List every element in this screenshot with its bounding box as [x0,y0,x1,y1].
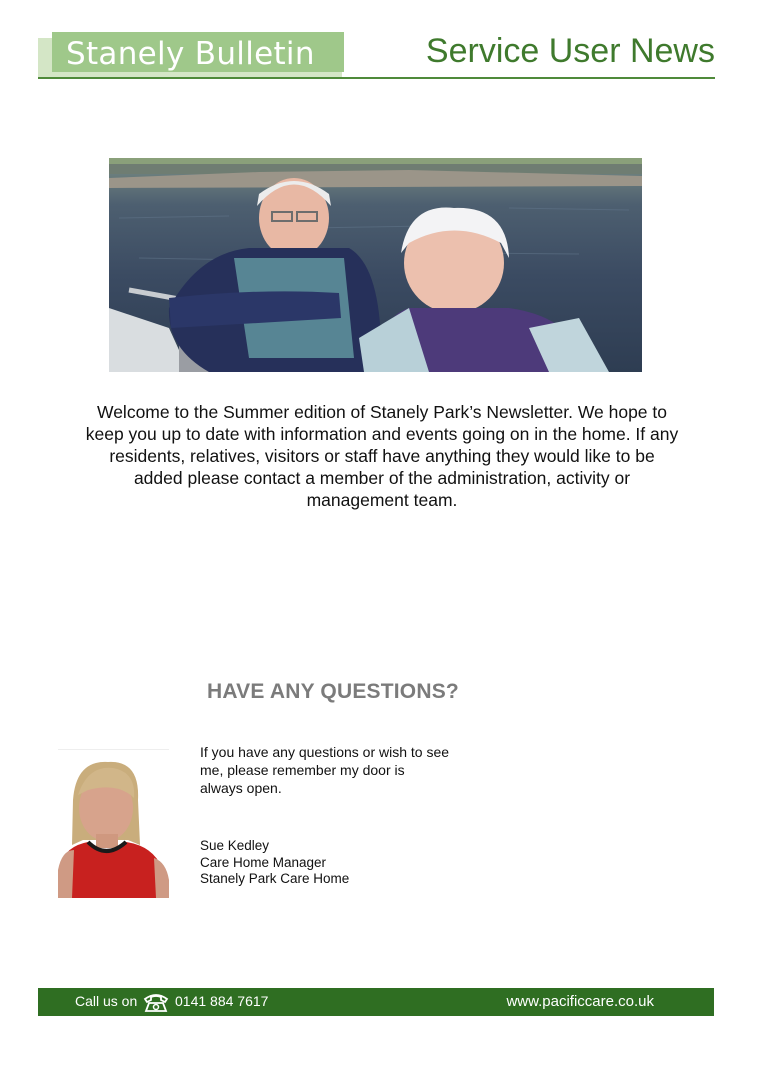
manager-signature [200,838,349,888]
manager-name: Sue Kedley [200,838,270,853]
phone-number[interactable]: 0141 884 7617 [175,993,269,1009]
header-divider [38,77,715,79]
manager-role: Care Home Manager [200,854,327,870]
website-link[interactable]: www.pacificcare.co.uk [506,993,654,1010]
questions-text [200,743,500,797]
manager-place: Stanely Park Care Home [200,871,350,886]
intro-line: Welcome to the Summer edition of Stanely Park’s Newsletter. We hope to [97,402,667,422]
footer-bar [38,988,714,1016]
call-label: Call us on [75,993,138,1009]
phone-icon [142,990,170,1014]
questions-text-line: always open. [200,780,282,796]
photo-illustration [109,158,642,372]
intro-paragraph [72,401,692,511]
questions-text-line: If you have any questions or wish to see [200,744,450,760]
intro-line: management team. [306,490,458,510]
intro-line: added please contact a member of the administration, activity or [133,468,631,488]
header [38,28,715,80]
intro-line: residents, relatives, visitors or staff have anything they would like to be [109,446,655,466]
questions-heading: HAVE ANY QUESTIONS? [207,680,459,703]
bulletin-title: Stanely Bulletin [66,36,315,72]
manager-portrait [58,749,169,898]
portrait-illustration [58,750,169,898]
questions-text-line: me, please remember my door is [200,762,405,778]
intro-line: keep you up to date with information and events going on in the home. If any [85,424,679,444]
residents-boat-photo [109,158,642,372]
service-user-news-title: Service User News [425,32,715,70]
